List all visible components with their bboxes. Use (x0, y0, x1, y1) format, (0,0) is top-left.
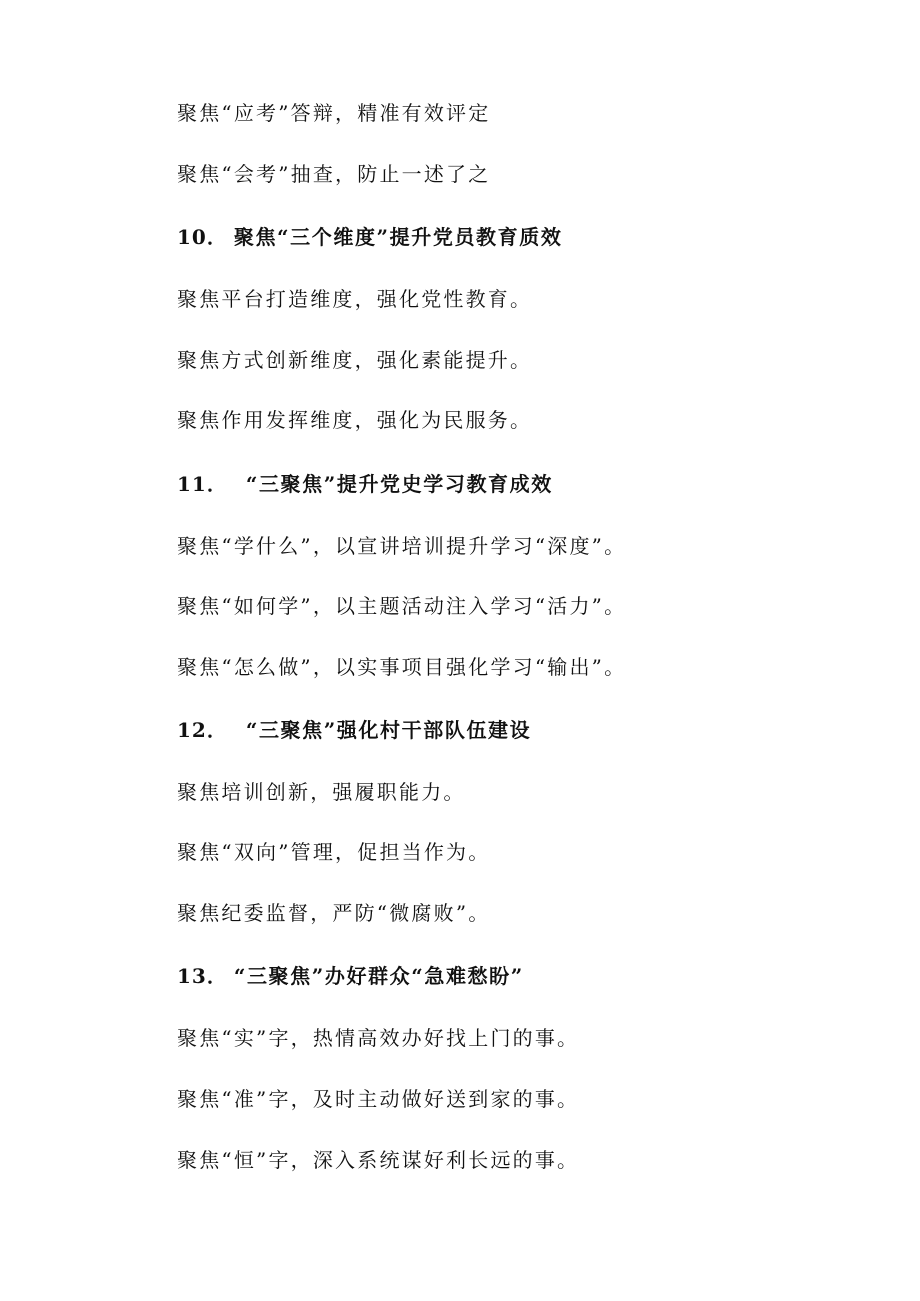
line-text: 聚焦“如何学”，以主题活动注入学习“活力”。 (177, 594, 627, 618)
line-text: 聚焦“双向”管理，促担当作为。 (177, 840, 491, 864)
line-text: 聚焦“怎么做”，以实事项目强化学习“输出”。 (177, 655, 627, 679)
section-heading-12 (177, 716, 531, 744)
body-line (177, 1146, 579, 1174)
line-text: 聚焦方式创新维度，强化素能提升。 (177, 348, 533, 372)
line-text: 聚焦“应考”答辩，精准有效评定 (177, 101, 491, 125)
body-line (177, 1085, 579, 1113)
line-text: 聚焦“学什么”，以宣讲培训提升学习“深度”。 (177, 534, 627, 558)
section-heading-13 (177, 962, 524, 990)
body-line (177, 406, 532, 434)
body-line (177, 592, 626, 620)
section-number: 12． (177, 718, 228, 742)
line-text: 聚焦作用发挥维度，强化为民服务。 (177, 408, 533, 432)
line-text: 聚焦“准”字，及时主动做好送到家的事。 (177, 1087, 580, 1111)
line-text: 聚焦平台打造维度，强化党性教育。 (177, 287, 533, 311)
heading-text: “三聚焦”提升党史学习教育成效 (245, 472, 553, 496)
body-line (177, 99, 490, 127)
heading-text: 聚焦“三个维度”提升党员教育质效 (233, 225, 563, 249)
line-text: 聚焦培训创新，强履职能力。 (177, 780, 466, 804)
body-line (177, 285, 532, 313)
heading-text: “三聚焦”办好群众“急难愁盼” (233, 964, 524, 988)
body-line (177, 160, 490, 188)
heading-text: “三聚焦”强化村干部队伍建设 (245, 718, 532, 742)
section-heading-11 (177, 470, 553, 498)
body-line (177, 778, 466, 806)
line-text: 聚焦纪委监督，严防“微腐败”。 (177, 901, 491, 925)
line-text: 聚焦“实”字，热情高效办好找上门的事。 (177, 1026, 580, 1050)
section-number: 13． (177, 964, 228, 988)
body-line (177, 346, 532, 374)
body-line (177, 838, 490, 866)
line-text: 聚焦“会考”抽查，防止一述了之 (177, 162, 491, 186)
line-text: 聚焦“恒”字，深入系统谋好利长远的事。 (177, 1148, 580, 1172)
body-line (177, 1024, 579, 1052)
body-line (177, 899, 490, 927)
section-number: 10． (177, 225, 228, 249)
section-heading-10 (177, 223, 562, 251)
body-line (177, 653, 626, 681)
section-number: 11． (177, 472, 228, 496)
body-line (177, 532, 626, 560)
